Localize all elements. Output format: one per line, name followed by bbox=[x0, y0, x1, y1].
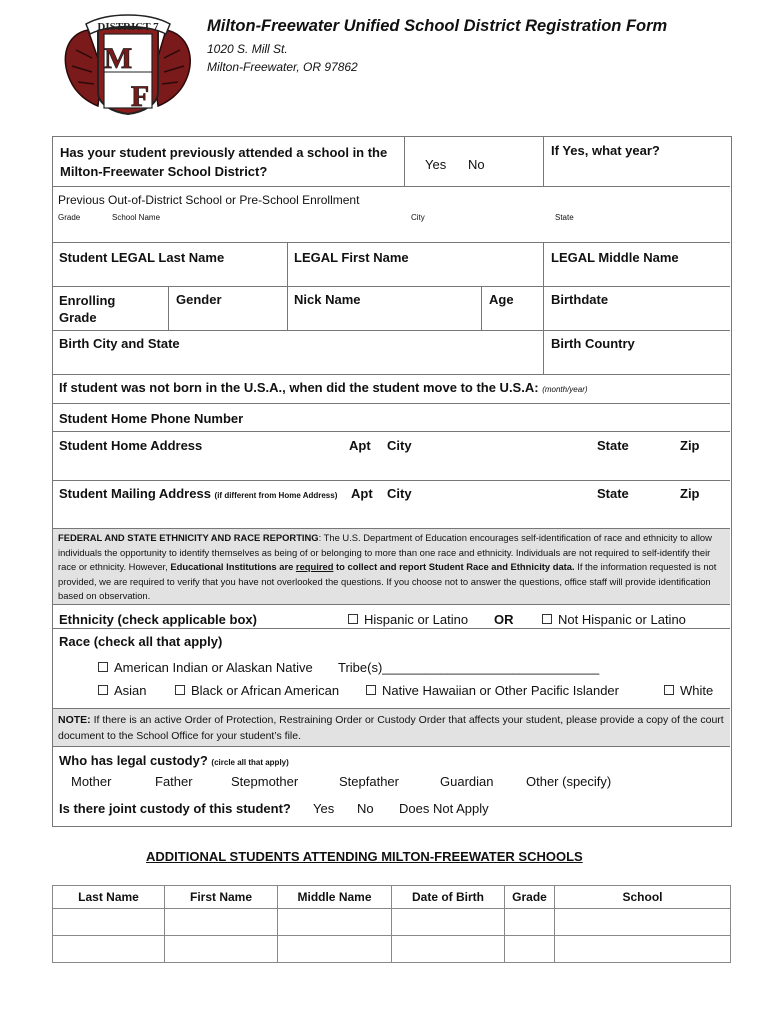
race-asian-label: Asian bbox=[114, 683, 147, 698]
previous-attendance-line2: Milton-Freewater School District? bbox=[60, 164, 268, 179]
federal-notice-text2: If the information requested is not provided, we are required to verify that you have not overlooked the questions. If you choose not to answer the questions, office staff will provide identification based on observation. bbox=[58, 561, 717, 601]
note-heading: NOTE: bbox=[58, 714, 91, 726]
district-address-line2: Milton-Freewater, OR 97862 bbox=[207, 60, 358, 74]
home-zip-field[interactable]: Zip bbox=[680, 438, 700, 453]
usa-move-label: If student was not born in the U.S.A., when did the student move to the U.S.A: bbox=[59, 380, 539, 395]
table-cell[interactable] bbox=[165, 909, 278, 936]
legal-custody-hint: (circle all that apply) bbox=[211, 758, 289, 767]
previous-attendance-line1: Has your student previously attended a school in the bbox=[60, 145, 388, 160]
race-label: Race (check all that apply) bbox=[59, 634, 223, 649]
mailing-apt-field[interactable]: Apt bbox=[351, 486, 373, 501]
table-cell[interactable] bbox=[165, 936, 278, 963]
checkbox-icon bbox=[366, 685, 376, 695]
federal-notice-bold3: to collect and report Student Race and Ethnicity data. bbox=[333, 561, 575, 572]
prev-enroll-title: Previous Out-of-District School or Pre-School Enrollment bbox=[58, 193, 360, 207]
previous-yes-option[interactable]: Yes bbox=[425, 157, 447, 172]
custody-order-note bbox=[58, 712, 728, 744]
mailing-address-note: (if different from Home Address) bbox=[214, 491, 338, 500]
custody-option-father[interactable]: Father bbox=[155, 774, 193, 789]
federal-notice-bold2: Educational Institutions are bbox=[170, 561, 296, 572]
table-cell[interactable] bbox=[555, 909, 731, 936]
home-address-field[interactable]: Student Home Address bbox=[59, 438, 203, 453]
logo-banner-text: DISTRICT 7 bbox=[97, 21, 159, 33]
race-hawaiian-checkbox[interactable] bbox=[366, 683, 619, 698]
table-cell[interactable] bbox=[278, 936, 392, 963]
mailing-address-label: Student Mailing Address bbox=[59, 486, 211, 501]
gender-field[interactable]: Gender bbox=[176, 292, 222, 307]
joint-custody-yes[interactable]: Yes bbox=[313, 801, 335, 816]
legal-middle-name-field[interactable]: LEGAL Middle Name bbox=[551, 250, 679, 265]
checkbox-icon bbox=[664, 685, 674, 695]
home-apt-field[interactable]: Apt bbox=[349, 438, 371, 453]
additional-students-title: ADDITIONAL STUDENTS ATTENDING MILTON-FREEWATER SCHOOLS bbox=[146, 849, 583, 864]
col-school: School bbox=[555, 886, 731, 909]
federal-reporting-notice bbox=[58, 531, 724, 604]
usa-move-hint: (month/year) bbox=[542, 385, 588, 394]
ethnicity-or-label: OR bbox=[494, 612, 514, 627]
race-white-label: White bbox=[680, 683, 714, 698]
previous-attendance-question bbox=[60, 143, 387, 181]
birth-city-state-field[interactable]: Birth City and State bbox=[59, 336, 180, 351]
checkbox-icon bbox=[98, 685, 108, 695]
table-cell[interactable] bbox=[392, 936, 505, 963]
table-header-row bbox=[53, 886, 731, 909]
checkbox-icon bbox=[542, 614, 552, 624]
col-last-name: Last Name bbox=[53, 886, 165, 909]
custody-option-mother[interactable]: Mother bbox=[71, 774, 112, 789]
prev-enroll-state-label: State bbox=[555, 213, 574, 222]
table-cell[interactable] bbox=[53, 909, 165, 936]
enrolling-label-line1: Enrolling bbox=[59, 293, 116, 308]
table-cell[interactable] bbox=[505, 936, 555, 963]
table-row bbox=[53, 936, 731, 963]
mailing-zip-field[interactable]: Zip bbox=[680, 486, 700, 501]
ethnicity-hispanic-checkbox[interactable] bbox=[348, 612, 468, 627]
federal-notice-text1: : The U.S. Department of Education encourages self-identification of race and ethnicity to allow individuals the opportunity to identify themselves as being of or belonging to more than one race and ethnicity. Individuals are not required to self-identify their race or ethnicity. However, bbox=[58, 532, 712, 572]
logo-graphic bbox=[58, 10, 198, 116]
table-cell[interactable] bbox=[555, 936, 731, 963]
custody-option-stepmother[interactable]: Stepmother bbox=[231, 774, 299, 789]
custody-option-stepfather[interactable]: Stepfather bbox=[339, 774, 399, 789]
ethnicity-hispanic-label: Hispanic or Latino bbox=[364, 612, 469, 627]
enrolling-grade-field[interactable] bbox=[59, 292, 115, 326]
home-city-field[interactable]: City bbox=[387, 438, 412, 453]
legal-last-name-field[interactable]: Student LEGAL Last Name bbox=[59, 250, 225, 265]
mailing-city-field[interactable]: City bbox=[387, 486, 412, 501]
race-white-checkbox[interactable] bbox=[664, 683, 713, 698]
joint-custody-question: Is there joint custody of this student? bbox=[59, 801, 291, 816]
federal-notice-required: required bbox=[295, 561, 334, 572]
legal-first-name-field[interactable]: LEGAL First Name bbox=[294, 250, 409, 265]
previous-year-label: If Yes, what year? bbox=[551, 143, 660, 158]
nick-name-field[interactable]: Nick Name bbox=[294, 292, 361, 307]
col-first-name: First Name bbox=[165, 886, 278, 909]
col-middle-name: Middle Name bbox=[278, 886, 392, 909]
mailing-address-field[interactable] bbox=[59, 486, 337, 501]
joint-custody-does-not-apply[interactable]: Does Not Apply bbox=[399, 801, 489, 816]
table-row bbox=[53, 909, 731, 936]
custody-option-guardian[interactable]: Guardian bbox=[440, 774, 494, 789]
race-hawaiian-label: Native Hawaiian or Other Pacific Islander bbox=[382, 683, 619, 698]
checkbox-icon bbox=[348, 614, 358, 624]
col-grade: Grade bbox=[505, 886, 555, 909]
col-date-of-birth: Date of Birth bbox=[392, 886, 505, 909]
federal-notice-heading: FEDERAL AND STATE ETHNICITY AND RACE REPORTING bbox=[58, 532, 319, 543]
checkbox-icon bbox=[175, 685, 185, 695]
logo-letter-m: M bbox=[103, 42, 133, 75]
tribe-input[interactable]: Tribe(s)______________________________ bbox=[338, 660, 600, 675]
checkbox-icon bbox=[98, 662, 108, 672]
race-american-indian-label: American Indian or Alaskan Native bbox=[114, 660, 313, 675]
table-cell[interactable] bbox=[505, 909, 555, 936]
table-cell[interactable] bbox=[53, 936, 165, 963]
home-state-field[interactable]: State bbox=[597, 438, 629, 453]
legal-custody-label: Who has legal custody? bbox=[59, 753, 208, 768]
custody-option-other[interactable]: Other (specify) bbox=[526, 774, 612, 789]
logo-letter-f: F bbox=[130, 80, 150, 113]
birthdate-field[interactable]: Birthdate bbox=[551, 292, 609, 307]
ethnicity-label: Ethnicity (check applicable box) bbox=[59, 612, 257, 627]
previous-no-option[interactable]: No bbox=[468, 157, 485, 172]
race-american-indian-checkbox[interactable] bbox=[98, 660, 313, 675]
usa-move-field[interactable] bbox=[59, 380, 588, 395]
prev-enroll-city-label: City bbox=[411, 213, 425, 222]
legal-custody-question bbox=[59, 753, 289, 768]
race-black-checkbox[interactable] bbox=[175, 683, 339, 698]
form-title: Milton-Freewater Unified School District Registration Form bbox=[207, 17, 668, 35]
district-logo bbox=[58, 10, 198, 116]
district-address-line1: 1020 S. Mill St. bbox=[207, 42, 288, 56]
ethnicity-not-hispanic-checkbox[interactable] bbox=[542, 612, 686, 627]
home-phone-field[interactable]: Student Home Phone Number bbox=[59, 411, 244, 426]
race-asian-checkbox[interactable] bbox=[98, 683, 147, 698]
additional-students-table bbox=[52, 885, 731, 963]
table-cell[interactable] bbox=[392, 909, 505, 936]
prev-enroll-school-label: School Name bbox=[112, 213, 161, 222]
race-black-label: Black or African American bbox=[191, 683, 340, 698]
enrolling-label-line2: Grade bbox=[59, 310, 97, 325]
table-cell[interactable] bbox=[278, 909, 392, 936]
ethnicity-not-hispanic-label: Not Hispanic or Latino bbox=[558, 612, 686, 627]
prev-enroll-grade-label: Grade bbox=[58, 213, 81, 222]
mailing-state-field[interactable]: State bbox=[597, 486, 629, 501]
age-field[interactable]: Age bbox=[489, 292, 514, 307]
note-text: If there is an active Order of Protection, Restraining Order or Custody Order that affects your student, please provide a copy of the court document to the School Office for your student’s file. bbox=[58, 714, 724, 742]
birth-country-field[interactable]: Birth Country bbox=[551, 336, 635, 351]
joint-custody-no[interactable]: No bbox=[357, 801, 374, 816]
